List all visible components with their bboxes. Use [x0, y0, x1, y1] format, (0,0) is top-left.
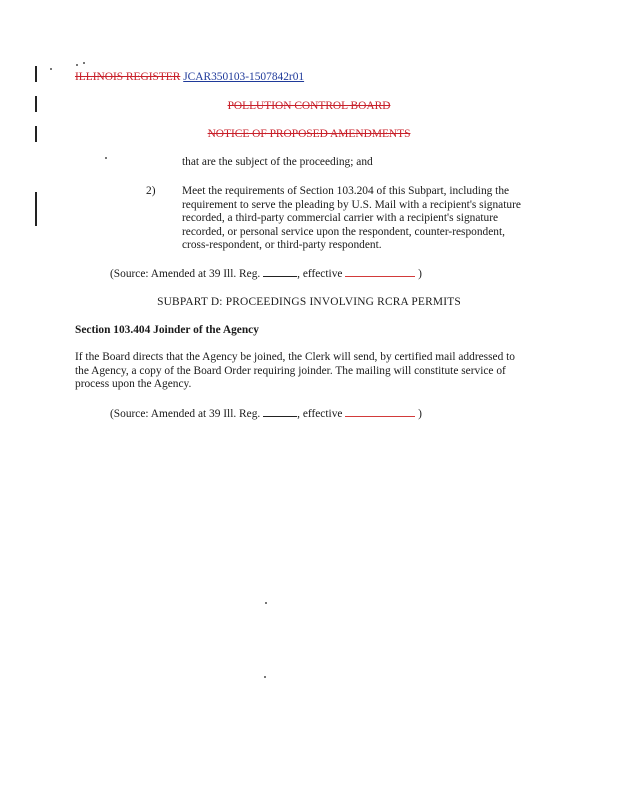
board-title: POLLUTION CONTROL BOARD: [227, 100, 391, 112]
source-note: [110, 408, 422, 422]
scan-speck: [83, 62, 85, 64]
notice-title: NOTICE OF PROPOSED AMENDMENTS: [207, 128, 411, 140]
scan-speck: [50, 68, 52, 70]
item2-line: Meet the requirements of Section 103.204 of this Subpart, including the: [182, 185, 510, 197]
section-heading: Section 103.404 Joinder of the Agency: [75, 324, 259, 336]
section-paragraph: [75, 351, 555, 392]
register-struck-text: ILLINOIS REGISTER: [75, 71, 181, 83]
effective-date-blank: [345, 416, 415, 417]
source-close: ): [418, 408, 422, 420]
source-prefix: (Source: Amended at 39 Ill. Reg.: [110, 408, 261, 420]
subpart-heading: SUBPART D: PROCEEDINGS INVOLVING RCRA PERMITS: [157, 296, 461, 308]
source-prefix: (Source: Amended at 39 Ill. Reg.: [110, 268, 261, 280]
item2-line: recorded, a third-party commercial carrier with a recipient's signature: [182, 212, 499, 225]
item2-text: [182, 185, 562, 253]
item2-line: requirement to serve the pleading by U.S. Mail with a recipient's signature: [182, 198, 521, 211]
item-number: 2): [146, 185, 156, 197]
scan-speck: [105, 157, 107, 159]
source-close: ): [418, 268, 422, 280]
register-blank: [263, 416, 297, 417]
scan-speck: [265, 602, 267, 604]
item2-line: cross-respondent, or third-party respondent.: [182, 239, 382, 252]
continuation-line: that are the subject of the proceeding; and: [182, 156, 373, 168]
paragraph-line: process upon the Agency.: [75, 378, 192, 391]
source-effective: , effective: [297, 268, 343, 280]
paragraph-line: If the Board directs that the Agency be joined, the Clerk will send, by certified mail addressed to: [75, 351, 515, 363]
scan-speck: [264, 676, 266, 678]
revision-bar: [35, 66, 37, 82]
document-code: JCAR350103-1507842r01: [183, 71, 305, 83]
paragraph-line: the Agency, a copy of the Board Order requiring joinder. The mailing will constitute service of: [75, 364, 506, 377]
effective-date-blank: [345, 276, 415, 277]
item2-line: recorded, or personal service upon the respondent, counter-respondent,: [182, 225, 506, 238]
source-effective: , effective: [297, 408, 343, 420]
source-note: [110, 268, 422, 282]
register-blank: [263, 276, 297, 277]
register-header: [75, 71, 304, 85]
revision-bar: [35, 192, 37, 226]
scan-speck: [76, 64, 78, 66]
